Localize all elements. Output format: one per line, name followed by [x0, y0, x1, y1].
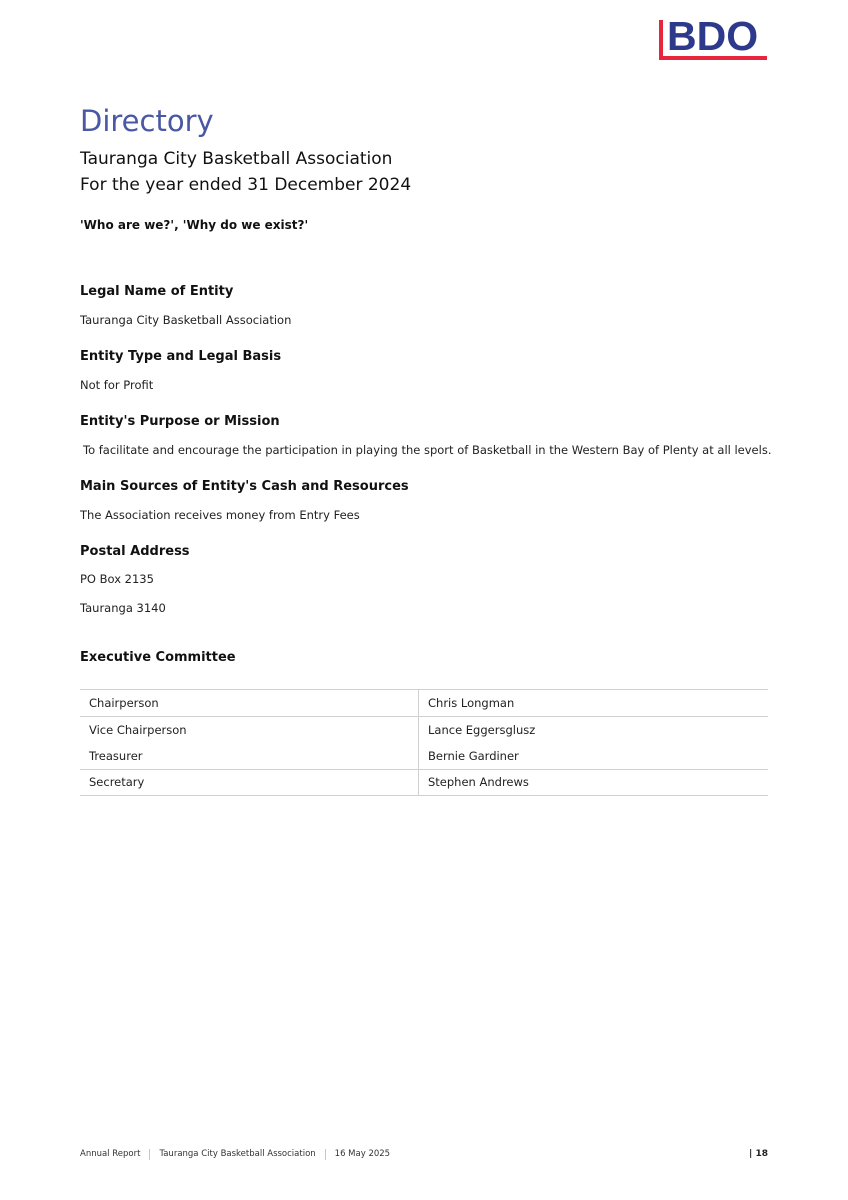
table-row	[80, 717, 768, 744]
page-number: | 18	[749, 1149, 768, 1159]
footer-organisation: Tauranga City Basketball Association	[159, 1149, 316, 1159]
role-cell: Vice Chairperson	[80, 717, 419, 744]
footer-divider	[325, 1149, 326, 1160]
page-title: Directory	[80, 104, 214, 138]
heading-executive-committee-label: Executive Committee	[80, 650, 236, 665]
tagline: 'Who are we?', 'Why do we exist?'	[80, 218, 309, 232]
table-row	[80, 743, 768, 770]
name-cell: Chris Longman	[428, 695, 515, 710]
footer-divider	[149, 1149, 150, 1160]
heading-cash-sources: Main Sources of Entity's Cash and Resources	[80, 479, 409, 494]
text-entity-type: Not for Profit	[80, 378, 154, 392]
role-cell: Secretary	[80, 770, 419, 796]
text-cash-sources: The Association receives money from Entry Fees	[80, 508, 360, 522]
footer-doc-title: Annual Report	[80, 1149, 141, 1159]
text-purpose: To facilitate and encourage the participation in playing the sport of Basketball in the Western Bay of Plenty at all levels.	[83, 443, 772, 457]
heading-executive-committee	[80, 650, 236, 665]
logo-bar-vertical	[659, 20, 663, 60]
footer-date: 16 May 2025	[334, 1149, 391, 1159]
subtitle-organisation: Tauranga City Basketball Association	[80, 149, 393, 169]
bdo-logo	[659, 13, 768, 64]
table-row	[80, 770, 768, 797]
heading-postal-address: Postal Address	[80, 544, 190, 559]
name-cell: Stephen Andrews	[428, 775, 529, 790]
text-postal-line2: Tauranga 3140	[80, 601, 166, 615]
table-row	[80, 690, 768, 717]
heading-legal-name: Legal Name of Entity	[80, 284, 234, 299]
name-cell: Lance Eggersglusz	[428, 722, 536, 737]
page-footer	[80, 1147, 768, 1161]
role-cell: Treasurer	[80, 743, 419, 769]
text-postal-line1: PO Box 2135	[80, 572, 154, 586]
heading-purpose: Entity's Purpose or Mission	[80, 414, 280, 429]
subtitle-period: For the year ended 31 December 2024	[80, 175, 412, 195]
name-cell: Bernie Gardiner	[428, 748, 519, 763]
heading-entity-type: Entity Type and Legal Basis	[80, 349, 282, 364]
logo-text: BDO	[667, 13, 759, 59]
role-cell: Chairperson	[80, 690, 419, 716]
text-legal-name: Tauranga City Basketball Association	[80, 313, 292, 327]
committee-table	[80, 689, 768, 796]
